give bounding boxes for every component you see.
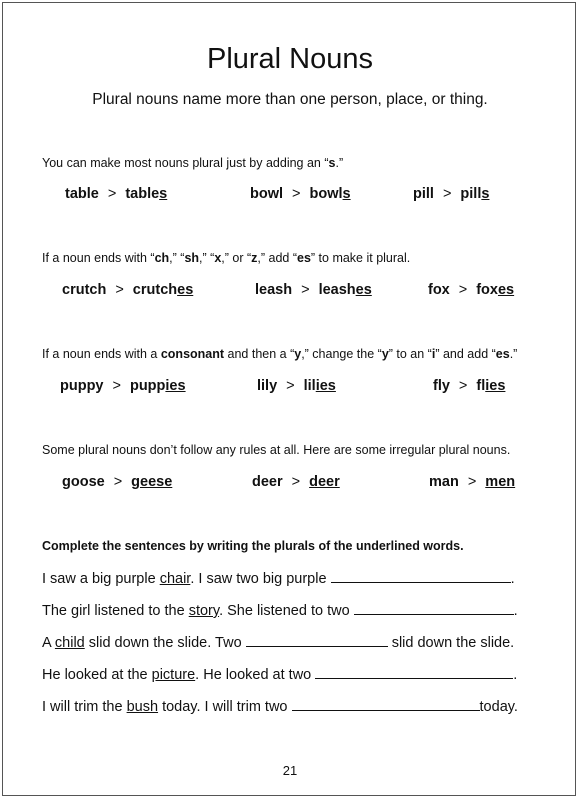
- sentence-text: .: [513, 603, 518, 619]
- sentence-text: today. I will trim two: [158, 699, 292, 715]
- plural-suffix: es: [497, 282, 515, 298]
- example-pair: [429, 474, 515, 490]
- answer-blank[interactable]: [354, 600, 514, 615]
- plural-suffix: ies: [165, 378, 186, 394]
- answer-blank[interactable]: [331, 568, 511, 583]
- rule-text-part: .”: [509, 347, 518, 361]
- page-number: 21: [282, 763, 298, 778]
- rule-text-part: ,” change the “: [301, 347, 382, 361]
- example-pair: [255, 282, 372, 298]
- arrow-icon: >: [458, 378, 468, 394]
- example-pair: [257, 378, 336, 394]
- underlined-word: story: [188, 603, 220, 619]
- rule-text-part: ,” or “: [221, 251, 252, 265]
- plural-suffix: s: [342, 186, 351, 202]
- answer-blank[interactable]: [246, 632, 388, 647]
- rule-text-bold: es: [297, 251, 311, 265]
- singular-word: man: [429, 474, 459, 490]
- sentence-text: . She listened to two: [219, 603, 354, 619]
- sentence-text: slid down the slide.: [387, 635, 515, 651]
- exercise-sentence-5: [42, 696, 518, 715]
- singular-word: crutch: [62, 282, 107, 298]
- plural-stem: pupp: [129, 378, 166, 394]
- sentence-text: The girl listened to the: [42, 603, 189, 619]
- example-pair: [65, 186, 167, 202]
- singular-word: table: [65, 186, 99, 202]
- sentence-text: .: [513, 667, 518, 683]
- singular-word: pill: [413, 186, 434, 202]
- plural-stem: lil: [303, 378, 316, 394]
- answer-blank[interactable]: [292, 696, 480, 711]
- rule-text-bold: y: [381, 347, 389, 361]
- example-pair: [62, 474, 172, 490]
- example-pair: [60, 378, 186, 394]
- plural-stem: fox: [476, 282, 498, 298]
- examples-row-3: [0, 378, 580, 402]
- plural-suffix: men: [485, 474, 516, 490]
- arrow-icon: >: [107, 186, 117, 202]
- rule-text-part: ” and add “: [435, 347, 496, 361]
- rule-text-bold: sh: [184, 251, 200, 265]
- plural-suffix: s: [481, 186, 490, 202]
- singular-word: puppy: [60, 378, 104, 394]
- rule-text-2: [42, 251, 410, 265]
- singular-word: deer: [252, 474, 283, 490]
- singular-word: bowl: [250, 186, 284, 202]
- rule-text-bold: x: [214, 251, 222, 265]
- arrow-icon: >: [112, 378, 121, 394]
- rule-text-part: .”: [335, 156, 344, 170]
- rule-text-1: [42, 156, 343, 170]
- singular-word: leash: [255, 282, 293, 298]
- arrow-icon: >: [113, 474, 123, 490]
- rule-text-part: ,” “: [169, 251, 185, 265]
- arrow-icon: >: [292, 186, 301, 202]
- rule-text-3: [42, 347, 517, 361]
- rule-text-bold: i: [431, 347, 436, 361]
- rule-text-bold: y: [294, 347, 302, 361]
- rule-text-bold: ch: [154, 251, 170, 265]
- underlined-word: bush: [126, 699, 159, 715]
- plural-stem: pill: [460, 186, 482, 202]
- arrow-icon: >: [286, 378, 295, 394]
- rule-text-part: ” to make it plural.: [310, 251, 411, 265]
- sentence-text: I saw a big purple: [42, 571, 160, 587]
- sentence-text: slid down the slide. Two: [84, 635, 246, 651]
- page-title: Plural Nouns: [206, 43, 374, 75]
- page-subtitle: Plural nouns name more than one person, place, or thing.: [92, 91, 488, 108]
- exercise-instructions: Complete the sentences by writing the plurals of the underlined words.: [42, 539, 464, 553]
- rule-text-part: ,” add “: [257, 251, 297, 265]
- rule-text-bold: s: [328, 156, 336, 170]
- plural-suffix: ies: [315, 378, 336, 394]
- underlined-word: chair: [159, 571, 191, 587]
- rule-text-part: ,” “: [199, 251, 215, 265]
- rule-text-part: You can make most nouns plural just by adding an “: [42, 156, 329, 170]
- arrow-icon: >: [301, 282, 310, 298]
- arrow-icon: >: [442, 186, 452, 202]
- rule-text-bold: consonant: [160, 347, 225, 361]
- exercise-sentence-2: [42, 600, 518, 619]
- rule-text-bold: es: [495, 347, 510, 361]
- underlined-word: picture: [151, 667, 196, 683]
- singular-word: fox: [428, 282, 450, 298]
- answer-blank[interactable]: [315, 664, 513, 679]
- singular-word: fly: [433, 378, 450, 394]
- sentence-text: I will trim the: [42, 699, 127, 715]
- rule-text-part: ” to an “: [388, 347, 432, 361]
- plural-suffix: es: [355, 282, 372, 298]
- sentence-text: . He looked at two: [195, 667, 316, 683]
- plural-suffix: geese: [131, 474, 173, 490]
- example-pair: [252, 474, 340, 490]
- plural-suffix: deer: [309, 474, 340, 490]
- example-pair: [62, 282, 193, 298]
- exercise-sentence-4: [42, 664, 517, 683]
- exercise-sentence-3: [42, 632, 514, 651]
- rule-text-bold: z: [251, 251, 258, 265]
- rule-text-part: If a noun ends with “: [42, 251, 155, 265]
- example-pair: [428, 282, 514, 298]
- rule-text-part: If a noun ends with a: [42, 347, 161, 361]
- arrow-icon: >: [458, 282, 468, 298]
- examples-row-4: [0, 474, 580, 498]
- arrow-icon: >: [467, 474, 477, 490]
- example-pair: [250, 186, 351, 202]
- singular-word: goose: [62, 474, 105, 490]
- rule-text-part: Some plural nouns don’t follow any rules at all. Here are some irregular plural nouns.: [42, 443, 511, 457]
- underlined-word: child: [54, 635, 85, 651]
- plural-suffix: s: [159, 186, 168, 202]
- sentence-text: today.: [479, 699, 518, 715]
- sentence-text: He looked at the: [42, 667, 152, 683]
- plural-stem: bowl: [309, 186, 343, 202]
- plural-suffix: es: [177, 282, 194, 298]
- example-pair: [413, 186, 489, 202]
- plural-suffix: ies: [485, 378, 506, 394]
- singular-word: lily: [257, 378, 278, 394]
- plural-stem: table: [125, 186, 160, 202]
- sentence-text: . I saw two big purple: [190, 571, 331, 587]
- rule-text-4: [42, 443, 510, 457]
- examples-row-1: [0, 186, 580, 210]
- exercise-sentence-1: [42, 568, 515, 587]
- rule-text-part: and then a “: [224, 347, 295, 361]
- plural-stem: crutch: [132, 282, 178, 298]
- plural-stem: leash: [318, 282, 356, 298]
- examples-row-2: [0, 282, 580, 306]
- arrow-icon: >: [291, 474, 301, 490]
- arrow-icon: >: [115, 282, 124, 298]
- sentence-text: .: [510, 571, 515, 587]
- plural-stem: fl: [476, 378, 486, 394]
- sentence-text: A: [42, 635, 55, 651]
- example-pair: [433, 378, 505, 394]
